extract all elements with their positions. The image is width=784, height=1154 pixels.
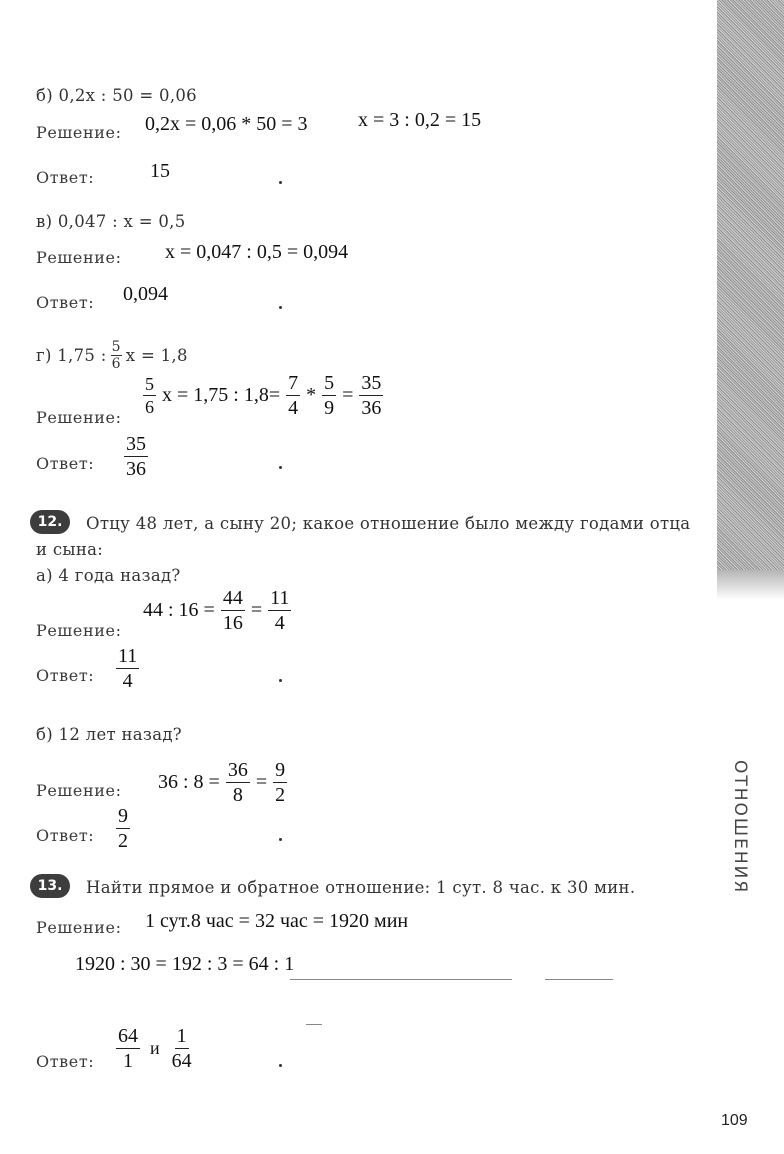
task-12a-answer [116, 646, 139, 691]
fraction-denominator: 2 [275, 784, 286, 806]
task-12a-solution-fraction-1 [221, 588, 245, 633]
page-edge-fade [717, 570, 784, 600]
solution-label: Решение: [36, 918, 122, 937]
task-11g-solution [143, 373, 383, 418]
task-11g-answer-fraction [124, 434, 148, 479]
task-12-statement-line2: и сына: [36, 540, 104, 559]
fraction-denominator: 4 [288, 397, 299, 419]
fraction-numerator: 5 [324, 372, 335, 394]
fraction-denominator: 2 [118, 830, 128, 852]
fraction-numerator: 11 [118, 645, 138, 667]
answer-label: Ответ: [36, 168, 95, 187]
solution-label: Решение: [36, 408, 122, 427]
task-12b-solution-fraction-2 [273, 760, 287, 805]
task-13-answer-fraction-2 [170, 1026, 194, 1071]
task-11v-statement: в) 0,047 : x = 0,5 [36, 212, 186, 231]
task-11g-solution-fraction-1 [286, 373, 300, 418]
answer-label: Ответ: [36, 826, 95, 845]
task-13-solution-step1: 1 сут.8 час = 32 час = 1920 мин [145, 910, 409, 932]
task-12-statement-line1: Отцу 48 лет, а сыну 20; какое отношение было между годами отца [86, 514, 691, 533]
answer-end-dot [279, 679, 282, 682]
writing-line [290, 979, 512, 980]
answer-label: Ответ: [36, 454, 95, 473]
fraction-denominator: 9 [324, 397, 335, 419]
answer-conjunction: и [150, 1038, 160, 1058]
equals-sign: = [342, 384, 354, 406]
task-12a-solution [143, 588, 291, 633]
task-11g-statement-suffix: x = 1,8 [125, 346, 188, 365]
fraction-denominator: 6 [145, 397, 154, 417]
fraction-numerator: 9 [275, 759, 286, 781]
task-11g-solution-fraction-2 [322, 373, 336, 418]
equals-sign: = [255, 771, 268, 793]
task-13-answer-fraction-1 [116, 1026, 140, 1071]
fraction-numerator: 5 [145, 374, 154, 394]
task-11g-solution-fraction-lhs [143, 375, 156, 416]
task-13-solution-step2: 1920 : 30 = 192 : 3 = 64 : 1 [75, 953, 295, 975]
fraction-numerator: 36 [227, 759, 248, 781]
task-12b-answer [116, 806, 130, 851]
answer-end-dot [279, 838, 282, 841]
task-number-badge: 13. [30, 874, 70, 898]
fraction-numerator: 1 [176, 1025, 187, 1047]
writing-line [306, 1024, 322, 1025]
fraction-denominator: 6 [111, 356, 121, 372]
answer-label: Ответ: [36, 666, 95, 685]
task-12a-answer-fraction [116, 646, 139, 691]
answer-label: Ответ: [36, 1052, 95, 1071]
fraction-denominator: 64 [171, 1050, 192, 1072]
task-11b-statement: б) 0,2x : 50 = 0,06 [36, 86, 197, 105]
writing-line [545, 979, 613, 980]
fraction-denominator: 36 [126, 458, 146, 480]
fraction-denominator: 16 [222, 612, 243, 634]
page-edge-shadow [717, 0, 784, 570]
fraction-denominator: 36 [361, 397, 382, 419]
answer-end-dot [279, 1064, 282, 1067]
task-12b-solution-left: 36 : 8 = [158, 771, 220, 793]
task-11b-solution-step2: x = 3 : 0,2 = 15 [358, 109, 482, 131]
task-11g-answer [124, 434, 148, 479]
fraction-numerator: 35 [126, 433, 146, 455]
fraction-numerator: 64 [118, 1025, 138, 1047]
task-11b-solution-step1: 0,2x = 0,06 * 50 = 3 [145, 113, 308, 135]
fraction-numerator: 44 [222, 587, 243, 609]
task-11v-solution: x = 0,047 : 0,5 = 0,094 [165, 241, 349, 263]
chapter-side-label: ОТНОШЕНИЯ [730, 760, 750, 895]
solution-label: Решение: [36, 123, 122, 142]
task-11g-statement-fraction [111, 340, 122, 371]
fraction-numerator: 7 [288, 372, 299, 394]
fraction-numerator: 11 [270, 587, 290, 609]
task-13-statement: Найти прямое и обратное отношение: 1 сут. 8 час. к 30 мин. [86, 878, 636, 897]
answer-end-dot [279, 181, 282, 184]
task-12b-statement: б) 12 лет назад? [36, 725, 182, 744]
task-12a-statement: а) 4 года назад? [36, 566, 181, 585]
answer-end-dot [279, 306, 282, 309]
task-11g-solution-fraction-3 [359, 373, 383, 418]
multiply-sign: * [306, 384, 317, 406]
solution-label: Решение: [36, 781, 122, 800]
fraction-denominator: 4 [122, 670, 133, 692]
task-12a-solution-left: 44 : 16 = [143, 599, 215, 621]
solution-label: Решение: [36, 621, 122, 640]
task-13-answer [116, 1026, 194, 1071]
fraction-numerator: 35 [361, 372, 382, 394]
task-11g-statement [36, 340, 188, 371]
task-11b-answer: 15 [150, 160, 170, 182]
fraction-denominator: 4 [274, 612, 285, 634]
fraction-numerator: 5 [111, 339, 121, 355]
answer-end-dot [279, 466, 282, 469]
equals-sign: = [250, 599, 263, 621]
solution-label: Решение: [36, 248, 122, 267]
task-11g-statement-prefix: г) 1,75 : [36, 346, 107, 365]
task-12b-solution [158, 760, 287, 805]
task-12b-solution-fraction-1 [226, 760, 250, 805]
fraction-denominator: 8 [232, 784, 243, 806]
fraction-denominator: 1 [123, 1050, 133, 1072]
task-number-badge: 12. [30, 510, 70, 534]
task-11g-solution-middle: x = 1,75 : 1,8= [162, 384, 281, 406]
fraction-numerator: 9 [118, 805, 128, 827]
task-12b-answer-fraction [116, 806, 130, 851]
page-number: 109 [721, 1112, 748, 1129]
task-12a-solution-fraction-2 [268, 588, 291, 633]
task-11v-answer: 0,094 [123, 283, 168, 305]
answer-label: Ответ: [36, 293, 95, 312]
